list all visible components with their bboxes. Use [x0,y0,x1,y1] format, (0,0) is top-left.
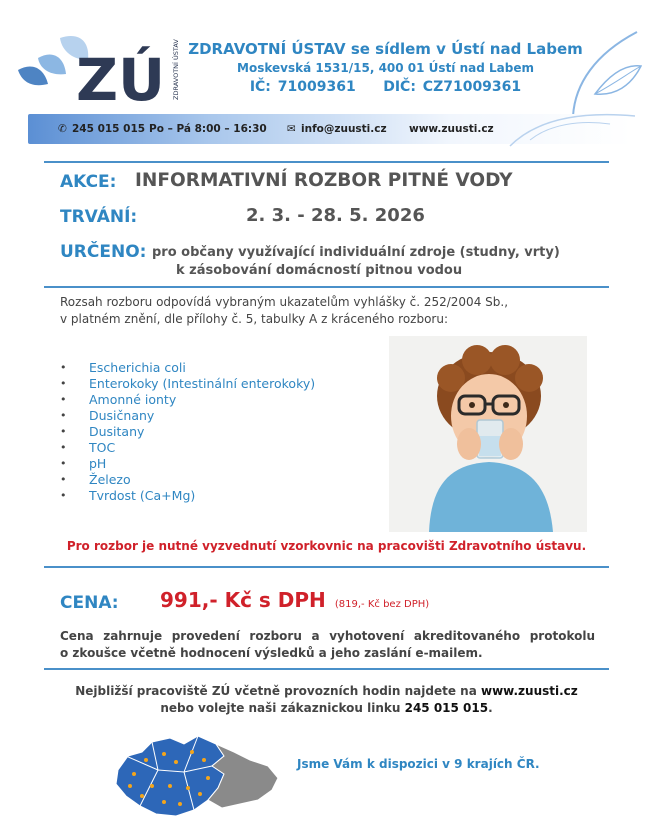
urceno-line2: k zásobování domácností pitnou vodou [176,263,463,278]
price-value: 991,- Kč s DPH [160,588,326,612]
bullet-icon: • [60,377,67,390]
list-item: • pH [60,456,107,471]
price-row [160,588,429,612]
footer-phone[interactable]: 245 015 015 [404,701,489,715]
divider [44,286,609,288]
footer-web-link[interactable]: www.zuusti.cz [481,684,578,698]
price-desc-line2: o zkoušce včetně hodnocení výsledků a jeho zaslání e-mailem. [60,646,483,660]
zu-logo [18,30,188,112]
bullet-icon: • [60,441,67,454]
logo-letters: ZÚ [76,46,166,112]
divider [44,566,609,568]
parameter-list [60,360,315,504]
list-item: • TOC [60,440,116,455]
price-note: (819,- Kč bez DPH) [334,599,430,610]
scope-line2: v platném znění, dle přílohy č. 5, tabulky A z kráceného rozboru: [60,312,449,326]
list-item: • Tvrdost (Ca+Mg) [60,488,196,503]
org-name: ZDRAVOTNÍ ÚSTAV se sídlem v Ústí nad Labem [188,40,583,58]
bullet-icon: • [60,393,67,406]
divider [44,161,609,163]
logo-vertical-text: ZDRAVOTNÍ ÚSTAV [172,39,180,100]
trvani-value: 2. 3. - 28. 5. 2026 [246,205,425,226]
footer-line1: Nejbližší pracoviště ZÚ včetně provozních hodin najdete na www.zuusti.cz [75,684,578,698]
scope-line1: Rozsah rozboru odpovídá vybraným ukazatelům vyhlášky č. 252/2004 Sb., [60,295,509,309]
contact-hours: Po – Pá 8:00 – 16:30 [149,123,267,135]
list-item: • Amonné ionty [60,392,177,407]
list-item: • Enterokoky (Intestinální enterokoky) [60,376,316,391]
availability-text: Jsme Vám k dispozici v 9 krajích ČR. [297,757,540,771]
bullet-icon: • [60,425,67,438]
ic-number: IČ: 71009361 [249,79,356,95]
contact-web[interactable]: www.zuusti.cz [409,123,494,135]
leaf-decoration-icon [565,24,645,119]
list-item: • Železo [60,472,131,487]
contact-email[interactable]: info@zuusti.cz [301,123,387,135]
bullet-icon: • [60,361,67,374]
org-address: Moskevská 1531/15, 400 01 Ústí nad Labem [237,61,534,75]
akce-label: AKCE: [60,172,117,192]
list-item: • Dusitany [60,424,145,439]
child-drinking-water-photo [389,336,587,532]
list-item: • Escherichia coli [60,360,186,375]
leaf-decoration-icon [470,110,640,148]
akce-value: INFORMATIVNÍ ROZBOR PITNÉ VODY [135,170,513,191]
phone-icon: ✆ [58,123,67,135]
bullet-icon: • [60,409,67,422]
org-ids [188,79,583,95]
divider [44,668,609,670]
urceno-label: URČENO: [60,242,147,262]
footer-line2: nebo volejte naši zákaznickou linku 245 015 015. [160,701,493,715]
price-desc-line1: Cena zahrnuje provedení rozboru a vyhotovení akreditovaného protokolu [60,629,595,643]
trvani-label: TRVÁNÍ: [60,207,138,227]
contact-phone[interactable]: 245 015 015 [72,123,146,135]
urceno-line1: pro občany využívající individuální zdroje (studny, vrty) [152,245,560,260]
price-label: CENA: [60,593,119,613]
bullet-icon: • [60,489,67,502]
pickup-notice: Pro rozbor je nutné vyzvednutí vzorkovnic na pracovišti Zdravotního ústavu. [66,539,587,553]
dic-number: DIČ: CZ71009361 [383,79,522,95]
bullet-icon: • [60,473,67,486]
envelope-icon: ✉ [287,123,296,135]
list-item: • Dusičnany [60,408,155,423]
bullet-icon: • [60,457,67,470]
czech-regions-map [112,730,282,822]
